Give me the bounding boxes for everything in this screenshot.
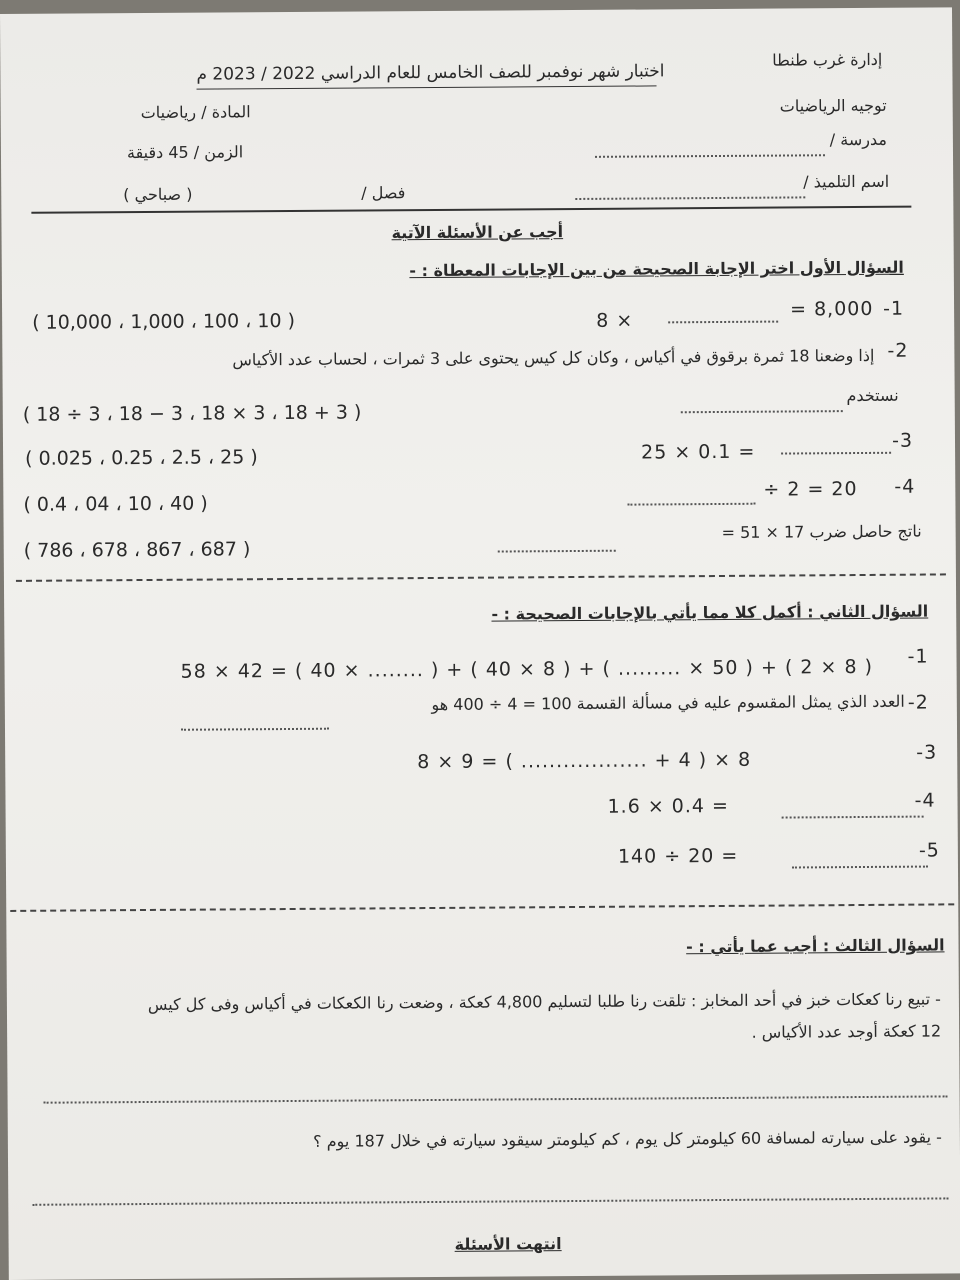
title-underline	[197, 85, 657, 89]
q1-item2-num: -2	[887, 339, 909, 362]
shift-label: ( صباحي )	[123, 184, 193, 205]
q1-item1-num: -1	[883, 297, 905, 320]
end-of-questions: انتهت الأسئلة	[454, 1234, 562, 1254]
q3-problem1-line1: - تبيع رنا كعكات خبز في أحد المخابز : تلقت رنا طلبا لتسليم 4,800 كعكة ، وضعت رنا الكعكات في أكياس وفى كل كيس	[147, 989, 941, 1014]
q3-problem2: - يقود على سيارته لمسافة 60 كيلومتر كل يوم ، كم كيلومتر سيقود سيارته في خلال 187 يوم ؟	[313, 1127, 942, 1151]
q1-item4-options: ( 0.4 ، 04 ، 10 ، 40 )	[23, 492, 208, 516]
q1-item3-options: ( 0.025 ، 0.25 ، 2.5 ، 25 )	[25, 446, 258, 470]
header-divider	[31, 206, 911, 214]
q1-item4-stem: ÷ 2 = 20	[763, 478, 858, 501]
q2-item5-text: 140 ÷ 20 =	[617, 844, 739, 868]
q1-item4-answer[interactable]	[627, 503, 755, 506]
q2-item1-text: 58 × 42 = ( 40 × ........ ) + ( 40 × 8 ) + ( ......... × 50 ) + ( 2 × 8 )	[180, 655, 874, 683]
q2-item3-num: -3	[916, 741, 938, 764]
q2-item4-text: 1.6 × 0.4 =	[607, 794, 730, 818]
q2-item1-num: -1	[907, 645, 929, 668]
q1-item1-options: ( 10,000 ، 1,000 ، 100 ، 10 )	[32, 309, 296, 334]
student-label: اسم التلميذ /	[803, 171, 890, 192]
time-label: الزمن / 45 دقيقة	[126, 142, 244, 163]
q1-item2-options: ( 18 ÷ 3 ، 18 − 3 ، 18 × 3 ، 18 + 3 )	[22, 401, 362, 426]
q1-item3-answer[interactable]	[781, 452, 891, 455]
q2-item3-text: 8 × 9 = ( .................. + 4 ) × 8	[417, 748, 752, 774]
exam-title: اختبار شهر نوفمبر للصف الخامس للعام الدراسي 2022 / 2023 م	[196, 61, 665, 85]
instructions: أجب عن الأسئلة الآتية	[391, 222, 564, 243]
q1-item1-answer[interactable]	[668, 321, 778, 324]
q2-item2-num: -2	[907, 691, 929, 714]
q2-item5-num: -5	[918, 839, 940, 862]
q1-item5-options: ( 786 ، 678 ، 867 ، 687 )	[23, 538, 251, 562]
class-label: فصل /	[361, 183, 406, 203]
school-field[interactable]	[595, 154, 825, 158]
supervision-label: توجيه الرياضيات	[779, 95, 887, 116]
q1-item4-num: -4	[894, 475, 916, 498]
q1-item3-stem: 25 × 0.1 =	[641, 440, 756, 464]
exam-paper	[0, 7, 960, 1280]
q1-item5-stem: ناتج حاصل ضرب 17 × 51 =	[721, 521, 922, 542]
q3-problem1-line2: 12 كعكة أوجد عدد الأكياس .	[751, 1021, 942, 1042]
q1-item3-num: -3	[891, 429, 914, 452]
q1-item2-answer[interactable]	[681, 410, 843, 413]
q2-divider	[10, 903, 954, 912]
q1-item1-stem: = 8,000	[790, 297, 874, 321]
q2-item2-text: العدد الذي يمثل المقسوم عليه في مسألة القسمة 100 = 4 ÷ 400 هو	[431, 691, 905, 715]
q1-item2-stem: إذا وضعنا 18 ثمرة برقوق في أكياس ، وكان كل كيس يحتوى على 3 ثمرات ، لحساب عدد الأكياس	[232, 345, 875, 370]
subject-label: المادة / رياضيات	[140, 102, 251, 123]
q2-item2-answer[interactable]	[181, 728, 329, 731]
q2-item4-answer[interactable]	[782, 816, 924, 819]
q1-divider	[16, 573, 946, 581]
q1-title: السؤال الأول اختر الإجابة الصحيحة من بين الإجابات المعطاة : -	[409, 257, 904, 281]
q2-title: السؤال الثاني : أكمل كلا مما يأتي بالإجابات الصحيحة : -	[491, 601, 929, 624]
school-label: مدرسة /	[829, 129, 887, 150]
q1-item5-answer[interactable]	[498, 550, 616, 553]
q3-title: السؤال الثالث : أجب عما يأتي : -	[686, 935, 945, 957]
q1-item1-mid: 8 ×	[596, 309, 634, 332]
q3-problem1-answer[interactable]	[44, 1095, 948, 1103]
q2-item5-answer[interactable]	[792, 866, 928, 869]
q2-item4-num: -4	[914, 789, 936, 812]
q1-item2-mid: نستخدم	[846, 385, 899, 406]
student-field[interactable]	[575, 196, 805, 200]
admin-label: إدارة غرب طنطا	[772, 49, 883, 70]
q3-problem2-answer[interactable]	[32, 1197, 948, 1205]
